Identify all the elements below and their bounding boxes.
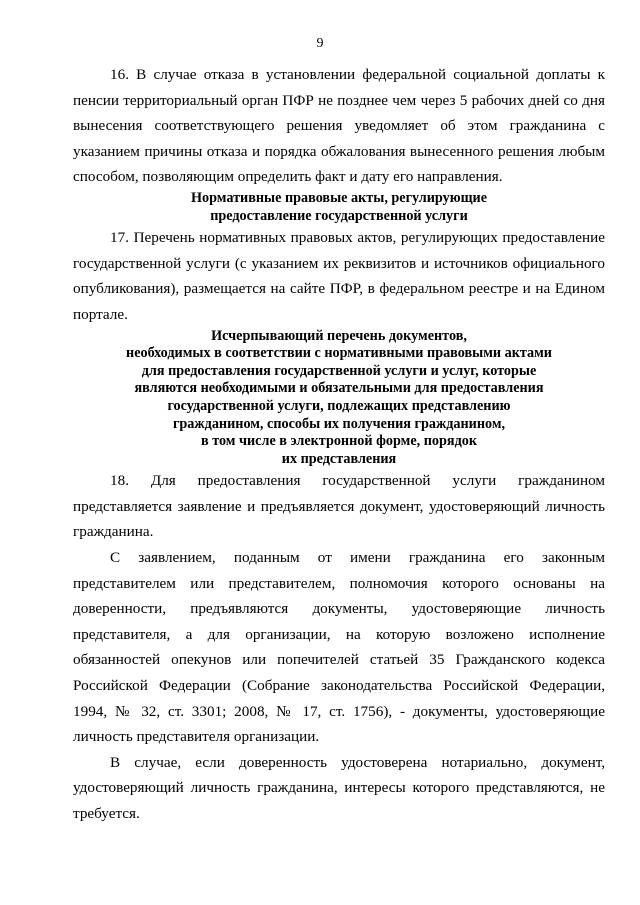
paragraph-18-notary: В случае, если доверенность удостоверена нотариально, документ, удостоверяющий личность гражданина, интересы которого представляются, не требуется. bbox=[73, 753, 605, 822]
paragraph-18-representative: С заявлением, поданным от имени гражданина его законным представителем или представителем, полномочия которого основаны на доверенности, предъявляются документы, удостоверяющие личность представителя, а для организации, на которую возложено исполнение обязанностей опекунов или попечителей статьей 35 Гражданского кодекса Российской Федерации (Собрание законодательства Российской Федерации, 1994, № 32, ст. 3301; 2008, № 17, ст. 1756), - документы, удостоверяющие личность представителя организации. bbox=[73, 549, 605, 746]
heading-line: их представления bbox=[281, 450, 397, 467]
heading-line: в том числе в электронной форме, порядок bbox=[200, 433, 478, 450]
heading-line: предоставление государственной услуги bbox=[210, 207, 468, 224]
heading-line: для предоставления государственной услуги и услуг, которые bbox=[141, 362, 537, 379]
heading-line: являются необходимыми и обязательными для предоставления bbox=[134, 380, 544, 397]
paragraph-16: 16. В случае отказа в установлении федеральной социальной доплаты к пенсии территориальный орган ПФР не позднее чем через 5 рабочих дней со дня вынесения соответствующего решения уведомляет об этом гражданина с указанием причины отказа и порядка обжалования вынесенного решения любым способом, позволяющим определить факт и дату его направления. bbox=[73, 66, 605, 186]
paragraph-17: 17. Перечень нормативных правовых актов, регулирующих предоставление государственной услуги (с указанием их реквизитов и источников официального опубликования), размещается на сайте ПФР, в федеральном реестре и на Едином портале. bbox=[73, 229, 605, 323]
heading-documents-list bbox=[73, 328, 605, 469]
document-body bbox=[73, 62, 605, 827]
page-number: 9 bbox=[316, 36, 324, 51]
heading-line: Исчерпывающий перечень документов, bbox=[211, 327, 467, 344]
heading-line: Нормативные правовые акты, регулирующие bbox=[190, 189, 488, 206]
paragraph-18: 18. Для предоставления государственной услуги гражданином представляется заявление и предъявляется документ, удостоверяющий личность гражданина. bbox=[73, 472, 605, 541]
heading-line: необходимых в соответствии с нормативными правовыми актами bbox=[126, 345, 552, 362]
heading-legal-acts bbox=[73, 190, 605, 225]
heading-line: государственной услуги, подлежащих представлению bbox=[167, 397, 511, 414]
heading-line: гражданином, способы их получения гражданином, bbox=[172, 415, 506, 432]
